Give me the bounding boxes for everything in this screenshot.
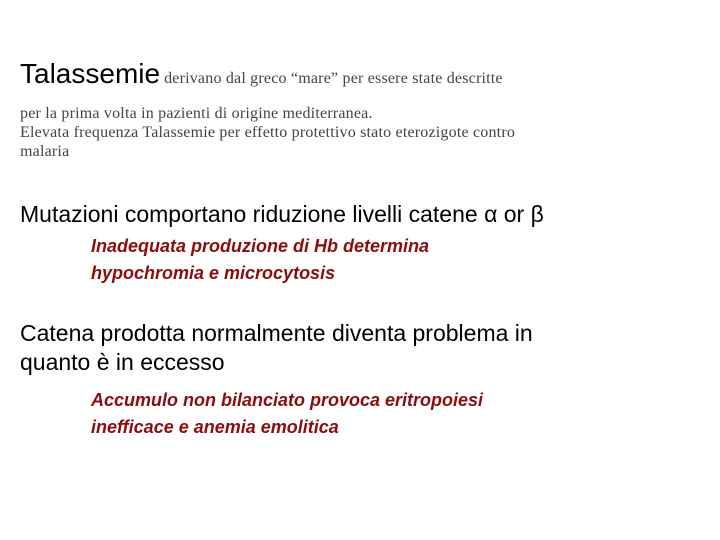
section-1-sub-line: Inadequata produzione di Hb determina: [91, 236, 430, 256]
section-2-sub-line: inefficace e anemia emolitica: [91, 417, 339, 437]
section-2-heading-line: quanto è in eccesso: [20, 349, 225, 375]
title-main: Talassemie: [20, 58, 161, 89]
section-2-subtext: [91, 387, 700, 441]
section-2-heading-line: Catena prodotta normalmente diventa problema in: [20, 320, 533, 346]
section-2-sub-line: Accumulo non bilanciato provoca eritropoiesi: [91, 390, 484, 410]
intro-paragraph: [20, 104, 700, 161]
intro-line: per la prima volta in pazienti di origine mediterranea.: [20, 105, 373, 122]
intro-line: Elevata frequenza Talassemie per effetto protettivo stato eterozigote contro: [20, 124, 516, 141]
section-1-subtext: [91, 233, 700, 287]
section-1-sub-line: hypochromia e microcytosis: [91, 263, 336, 283]
section-2-heading: [20, 319, 700, 377]
section-1-heading: Mutazioni comportano riduzione livelli catene α or β: [20, 201, 544, 227]
intro-line: malaria: [20, 143, 70, 160]
title-line: [20, 58, 700, 90]
title-rest: derivano dal greco “mare” per essere state descritte: [164, 70, 503, 87]
